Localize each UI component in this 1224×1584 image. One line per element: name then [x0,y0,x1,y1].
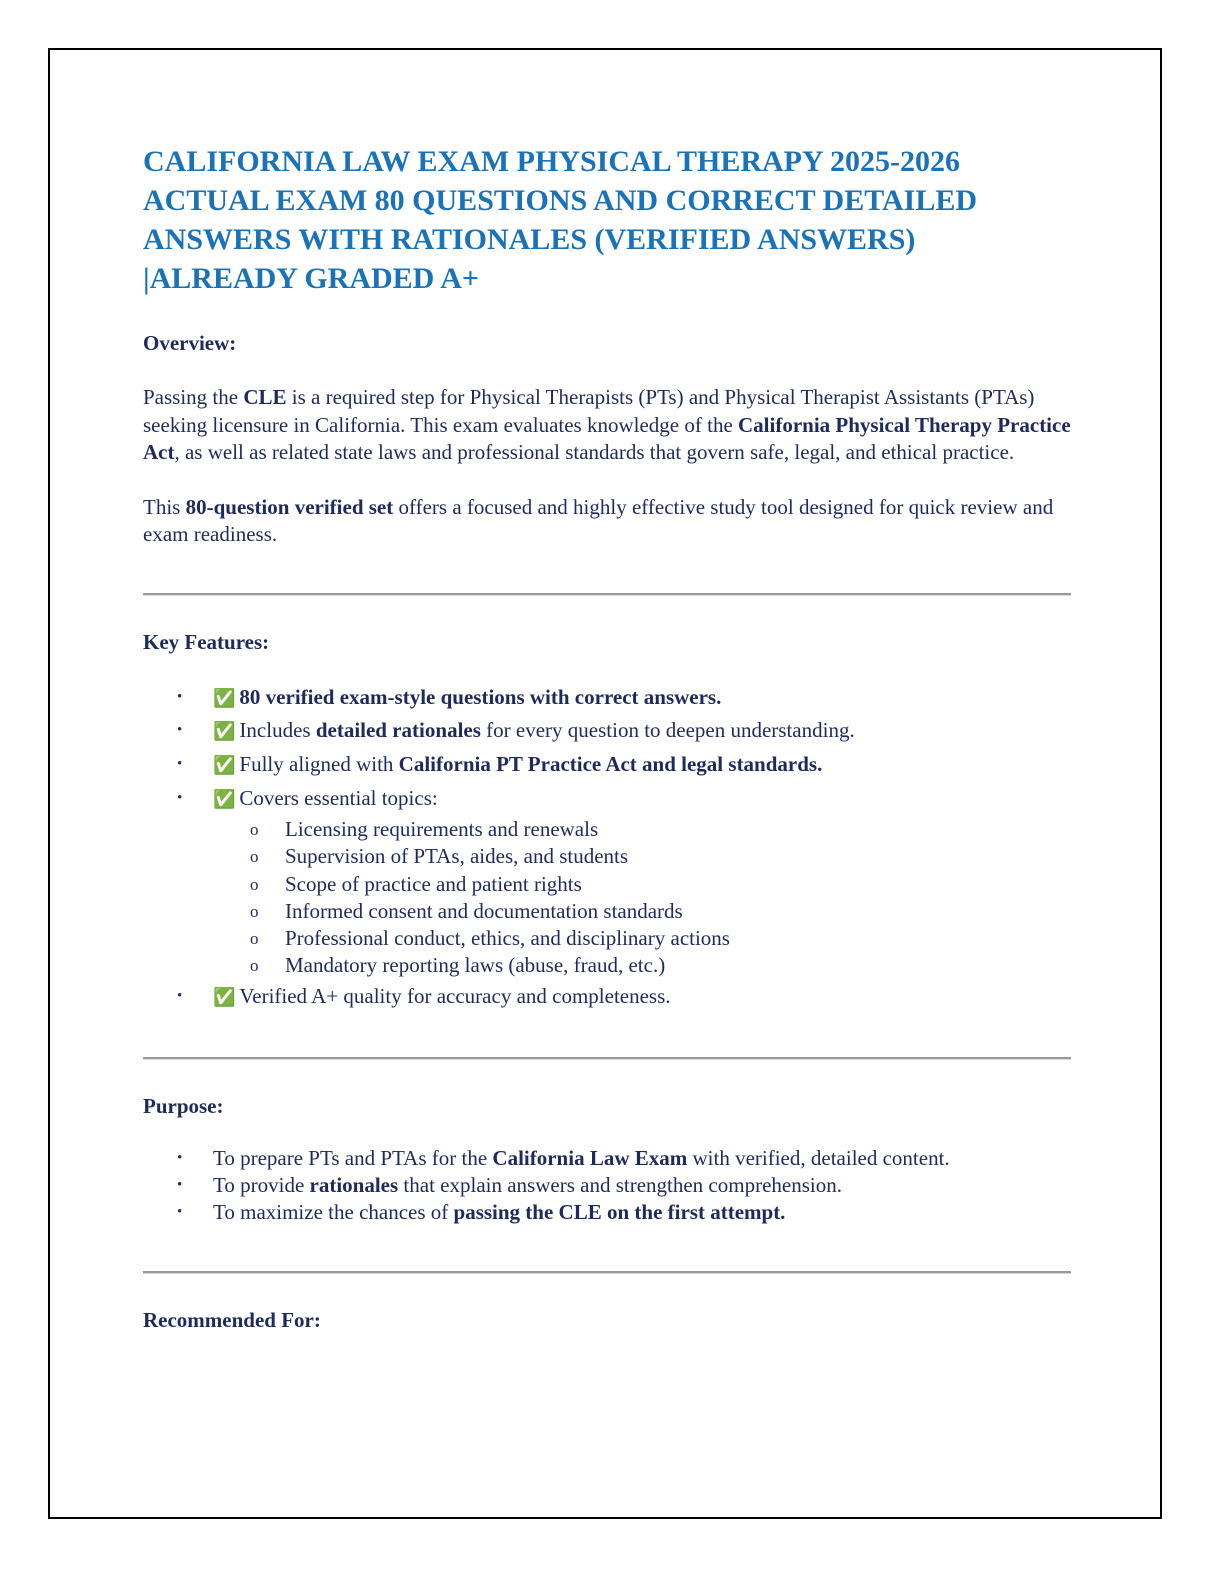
purpose-list [143,1145,1073,1227]
list-item: • ✅ 80 verified exam-style questions with correct answers. [143,681,1073,715]
purpose-heading: Purpose: [143,1093,224,1118]
bullet-icon: • [177,722,183,738]
sublist-item: o Supervision of PTAs, aides, and students [250,844,629,869]
sublist-item: o Professional conduct, ethics, and disciplinary actions [250,926,730,951]
list-item: • To provide rationales that explain answers and strengthen comprehension. [143,1172,1073,1199]
recommended-heading: Recommended For: [143,1307,321,1332]
sublist-item: o Scope of practice and patient rights [250,871,582,896]
list-item: • ✅ Fully aligned with California PT Practice Act and legal standards. [143,748,1073,782]
checkmark-icon: ✅ [213,721,236,742]
list-item: • ✅ Includes detailed rationales for every question to deepen understanding. [143,714,1073,748]
bullet-icon: • [177,987,183,1004]
bullet-icon: • [177,756,183,772]
sublist-item: o Mandatory reporting laws (abuse, fraud, etc.) [250,953,666,978]
bullet-icon: • [177,1177,183,1194]
checkmark-icon: ✅ [213,687,236,709]
document-content [143,142,1073,1333]
bullet-icon: • [177,1149,183,1166]
sublist-item: o Licensing requirements and renewals [250,817,599,841]
list-item: • To maximize the chances of passing the CLE on the first attempt. [143,1199,1073,1226]
key-features-list [143,681,1073,1014]
list-item: • ✅ Covers essential topics: o Licensing requirements and renewals o Supervision of PTAs, aides, and students o Scope of practice and patient rights o Informed consent and documentation standards o Professional conduct, ethics, and disciplinary actions o Mandatory reporting laws (abuse, fraud, etc.) [143,782,1073,980]
key-features-heading: Key Features: [143,629,270,654]
checkmark-icon: ✅ [213,789,236,810]
overview-paragraph-2: This 80-question verified set offers a focused and highly effective study tool designed for quick review and exam readiness. [143,494,1054,546]
checkmark-icon: ✅ [213,986,236,1008]
overview-paragraph-1: Passing the CLE is a required step for Physical Therapists (PTs) and Physical Therapist Assistants (PTAs) seeking licensure in California. This exam evaluates knowledge of the California Physical Therapy Practice Act, as well as related state laws and professional standards that govern safe, legal, and ethical practice. [143,385,1071,464]
checkmark-icon: ✅ [213,755,236,776]
list-item: • ✅ Verified A+ quality for accuracy and completeness. [143,980,1073,1014]
bullet-icon: • [177,790,183,806]
bullet-icon: • [177,1204,183,1221]
sublist-item: o Informed consent and documentation standards [250,898,683,923]
document-title: CALIFORNIA LAW EXAM PHYSICAL THERAPY 2025-2026 ACTUAL EXAM 80 QUESTIONS AND CORRECT DETAILED ANSWERS WITH RATIONALES (VERIFIED ANSWERS) |ALREADY GRADED A+ [143,145,978,295]
overview-heading: Overview: [143,331,237,355]
bullet-icon: • [177,688,183,705]
list-item: • To prepare PTs and PTAs for the California Law Exam with verified, detailed content. [143,1145,1073,1172]
topics-sublist [143,816,1073,980]
